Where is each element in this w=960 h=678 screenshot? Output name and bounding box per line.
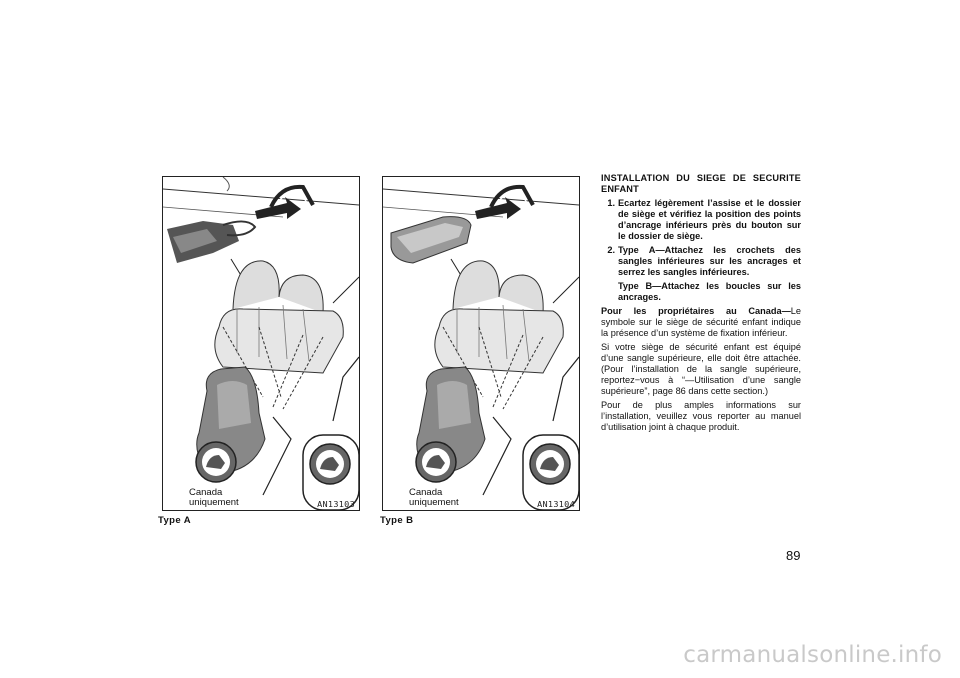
step-text: Type A—Attachez les crochets des sangles inférieures sur les ancrages et serrez les sangles inférieures. <box>618 245 801 277</box>
watermark: carmanualsonline.info <box>683 642 942 668</box>
tether-paragraph: Si votre siège de sécurité enfant est équipé d’une sangle supérieure, elle doit être attachée. (Pour l’installation de la sangle supérieure, reportez−vous à “—Utilisation d’une sangle supérieure”, page 86 dans cette section.) <box>601 342 801 396</box>
manual-paragraph: Pour de plus amples informations sur l’installation, veuillez vous reporter au manuel d’utilisation joint à chaque produit. <box>601 400 801 432</box>
step-1 <box>601 198 801 242</box>
figure-code: AN13103 <box>317 500 355 510</box>
step-2-type-b: Type B—Attachez les boucles sur les ancrages. <box>618 281 801 302</box>
step-number: 2. <box>607 245 615 255</box>
section-heading: INSTALLATION DU SIEGE DE SECURITE ENFANT <box>601 173 801 194</box>
figure-caption-type-b: Type B <box>380 515 414 526</box>
page-number: 89 <box>786 548 801 563</box>
step-2 <box>601 245 801 278</box>
figure-type-a <box>162 176 360 511</box>
canada-label-line2: uniquement <box>189 497 239 508</box>
canada-label-line2: uniquement <box>409 497 459 508</box>
canada-owners-paragraph <box>601 306 801 339</box>
canada-only-label <box>189 488 239 508</box>
canada-owners-text: Le symbole sur le siège de sécurité enfant indique la présence d’un système de fixation inférieur. <box>601 306 801 338</box>
canada-only-label <box>409 488 459 508</box>
canada-owners-lead: Pour les propriétaires au Canada— <box>601 306 791 316</box>
figure-type-b <box>382 176 580 511</box>
seat-anchor-illustration-a <box>163 177 359 510</box>
step-text: Ecartez légèrement l’assise et le dossier de siège et vérifiez la position des points d’ancrage inférieurs près du bouton sur le dossier de siège. <box>618 198 801 241</box>
step-number: 1. <box>607 198 615 208</box>
canada-label-line1: Canada <box>409 487 443 498</box>
instruction-column <box>601 173 801 436</box>
figure-code: AN13104 <box>537 500 575 510</box>
figure-caption-type-a: Type A <box>158 515 192 526</box>
seat-anchor-illustration-b <box>383 177 579 510</box>
canada-label-line1: Canada <box>189 487 223 498</box>
